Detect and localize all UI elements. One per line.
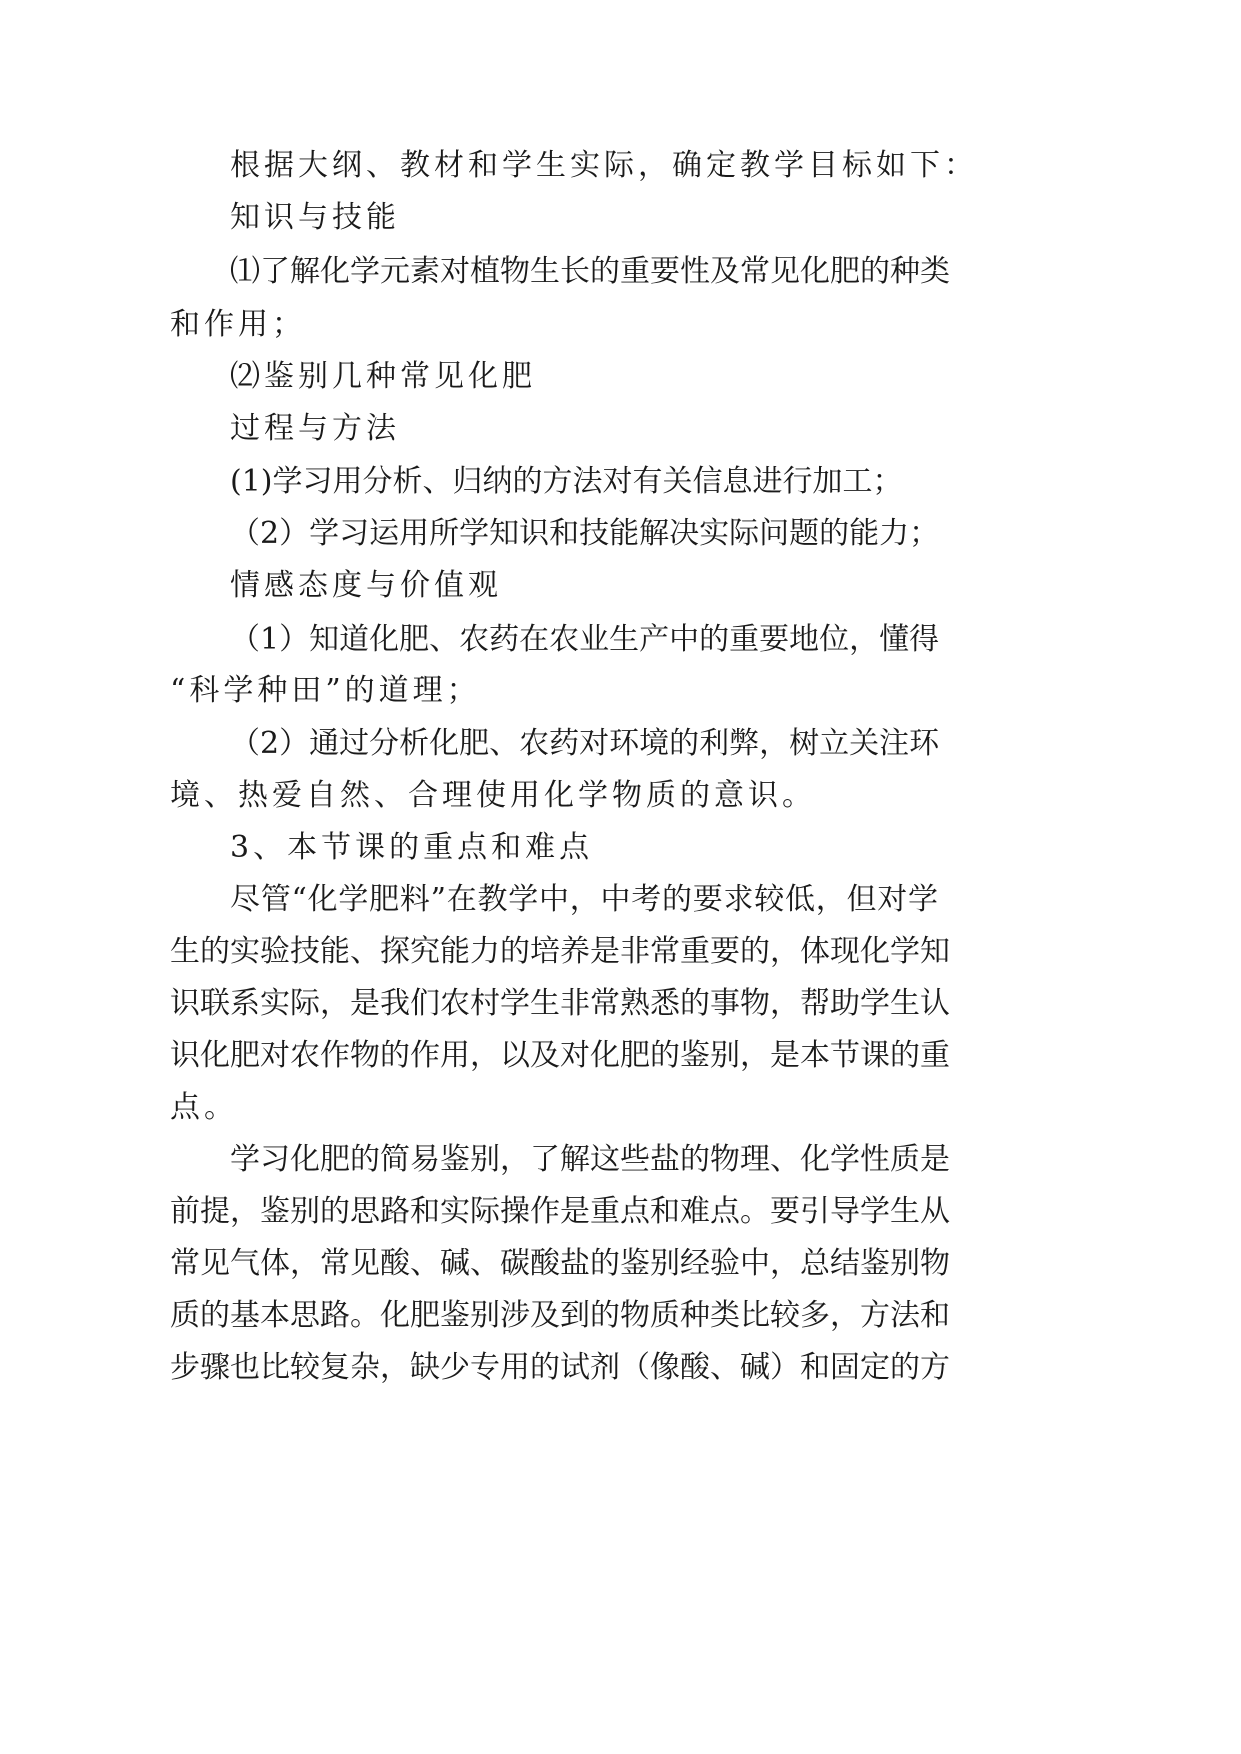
section-heading-key-points: 3、本节课的重点和难点 [230,830,594,865]
text-line: 生的实验技能、探究能力的培养是非常重要的，体现化学知 [170,934,950,969]
text-line: 和作用； [170,307,306,342]
text-line: 识化肥对农作物的作用，以及对化肥的鉴别，是本节课的重 [170,1038,950,1073]
section-heading-attitudes-values: 情感态度与价值观 [230,568,502,603]
section-heading-process-methods: 过程与方法 [230,411,400,446]
text-line: 识联系实际，是我们农村学生非常熟悉的事物，帮助学生认 [170,986,950,1021]
text-line: 点。 [170,1090,238,1125]
text-line: (1)学习用分析、归纳的方法对有关信息进行加工； [230,464,903,499]
text-line: 尽管“化学肥料”在教学中，中考的要求较低，但对学 [230,882,938,917]
text-line: “科学种田”的道理； [170,673,481,708]
text-line: （2）通过分析化肥、农药对环境的利弊，树立关注环 [230,726,940,761]
text-line: 前提，鉴别的思路和实际操作是重点和难点。要引导学生从 [170,1194,950,1229]
text-line: ⑴了解化学元素对植物生长的重要性及常见化肥的种类 [230,254,950,289]
text-line: 步骤也比较复杂，缺少专用的试剂（像酸、碱）和固定的方 [170,1350,950,1385]
text-line: （1）知道化肥、农药在农业生产中的重要地位，懂得 [230,622,940,657]
text-line: 根据大纲、教材和学生实际，确定教学目标如下： [230,148,978,183]
text-line: ⑵鉴别几种常见化肥 [230,359,536,394]
text-line: 常见气体，常见酸、碱、碳酸盐的鉴别经验中，总结鉴别物 [170,1246,950,1281]
text-line: （2）学习运用所学知识和技能解决实际问题的能力； [230,516,940,551]
section-heading-knowledge-skills: 知识与技能 [230,200,400,235]
text-line: 境、热爱自然、合理使用化学物质的意识。 [170,778,816,813]
text-line: 学习化肥的简易鉴别，了解这些盐的物理、化学性质是 [230,1142,950,1177]
text-line: 质的基本思路。化肥鉴别涉及到的物质种类比较多，方法和 [170,1298,950,1333]
